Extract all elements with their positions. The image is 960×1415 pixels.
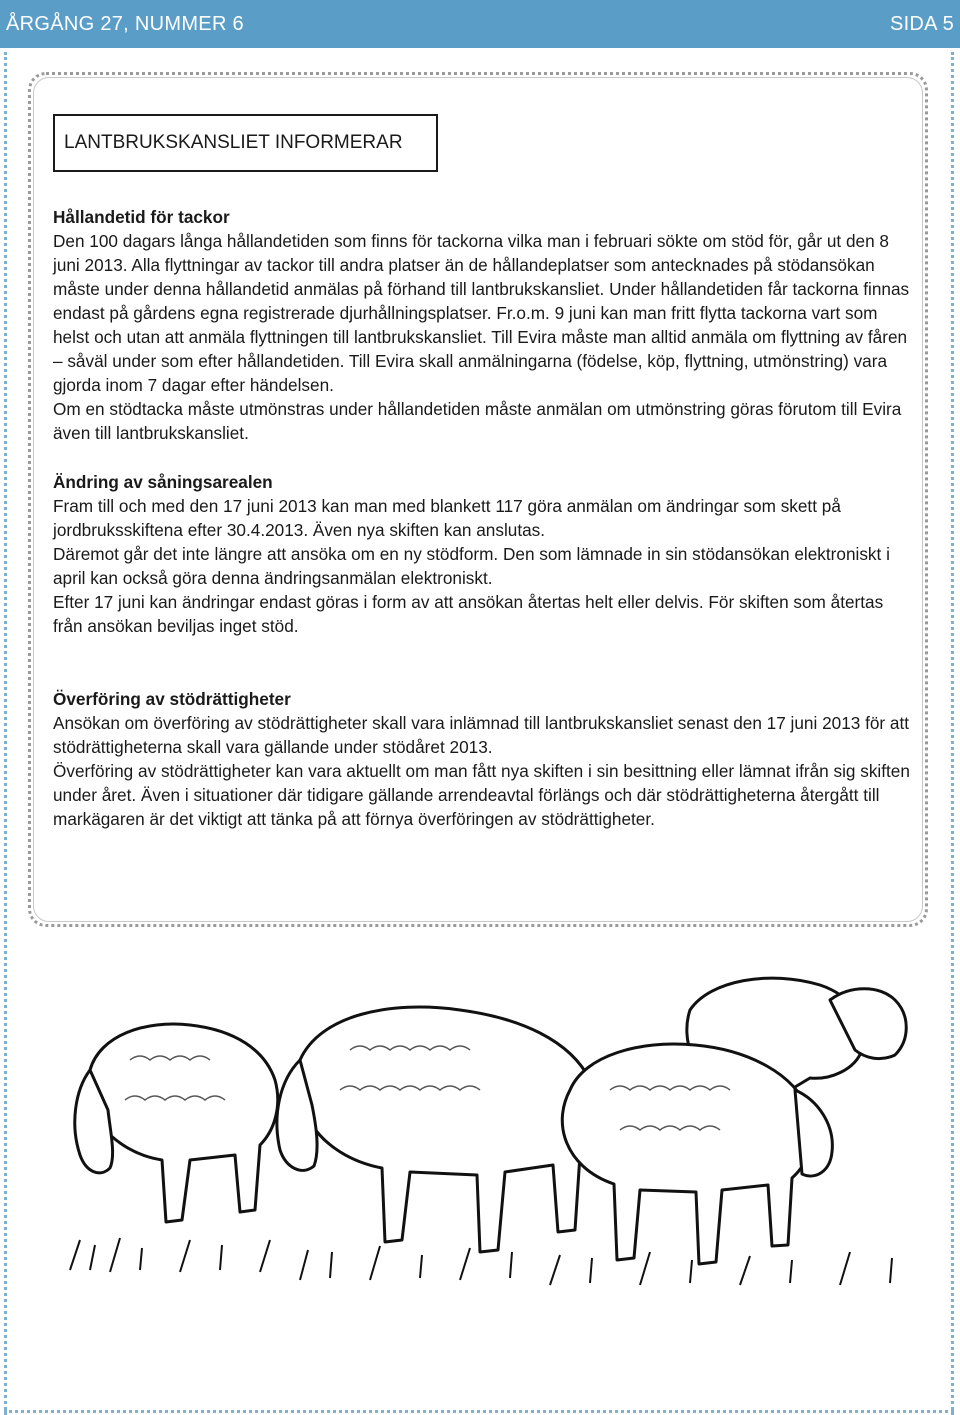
page-number: SIDA 5: [889, 12, 954, 35]
paragraph: Ansökan om överföring av stödrättigheter skall vara inlämnad till lantbrukskansliet senast den 17 juni 2013 för att stödrättigheterna skall vara gällande under stödåret 2013.: [53, 713, 910, 757]
paragraph: Fram till och med den 17 juni 2013 kan man med blankett 117 göra anmälan om ändringar som skett på jordbruksskiftena efter 30.4.2013. Även nya skiften kan anslutas.: [53, 496, 841, 540]
section-saningsareal: [53, 470, 915, 638]
section-hallandetid: [53, 205, 915, 445]
section-title: Överföring av stödrättigheter: [53, 689, 291, 709]
box-heading: [53, 114, 438, 172]
bottom-dotted-border: [4, 1410, 954, 1413]
paragraph: Överföring av stödrättigheter kan vara aktuellt om man fått nya skiften i sin besittning eller lämnat ifrån sig skiften under året. Även i situationer där tidigare gällande arrendeavtal förlängs och där stödrättigheterna återgått till markägaren är det viktigt att tänka på att förnya överföringen av stödrättigheter.: [53, 761, 910, 829]
section-title: Ändring av såningsarealen: [53, 472, 273, 492]
page-header: [0, 0, 960, 48]
paragraph: Om en stödtacka måste utmönstras under hållandetiden måste anmälan om utmönstring göras förutom till Evira även till lantbrukskansliet.: [53, 399, 902, 443]
left-dotted-border: [4, 52, 7, 1415]
paragraph: Den 100 dagars långa hållandetiden som finns för tackorna vilka man i februari sökte om stöd för, går ut den 8 juni 2013. Alla flyttningar av tackor till andra platser än de hållandeplatser som antecknades på stödansökan måste under denna hållandetid anmälas på förhand till lantbrukskansliet. Under hållandetiden får tackorna finnas endast på gårdens egna registrerade djurhållningsplatser. Fr.o.m. 9 juni kan man fritt flytta tackorna vart som helst och utan att anmäla flyttningen till lantbrukskansliet. Till Evira måste man alltid anmäla om flyttning av fåren – såväl under som efter hållandetiden. Till Evira skall anmälningarna (födelse, köp, flyttning, utmönstring) vara gjorda inom 7 dagar efter händelsen.: [53, 231, 910, 395]
grazing-sheep-illustration: [50, 940, 930, 1340]
paragraph: Däremot går det inte längre att ansöka om en ny stödform. Den som lämnade in sin stödansökan elektroniskt i april kan också göra denna ändringsanmälan elektroniskt.: [53, 544, 890, 588]
paragraph: Efter 17 juni kan ändringar endast göras i form av att ansökan återtas helt eller delvis. För skiften som återtas från ansökan beviljas inget stöd.: [53, 592, 884, 636]
issue-label: ÅRGÅNG 27, NUMMER 6: [6, 12, 244, 35]
right-dotted-border: [951, 52, 954, 1415]
box-heading-text: LANTBRUKSKANSLIET INFORMERAR: [64, 132, 403, 153]
section-title: Hållandetid för tackor: [53, 207, 230, 227]
article-content: [53, 205, 915, 831]
section-stodrattigheter: [53, 687, 915, 831]
